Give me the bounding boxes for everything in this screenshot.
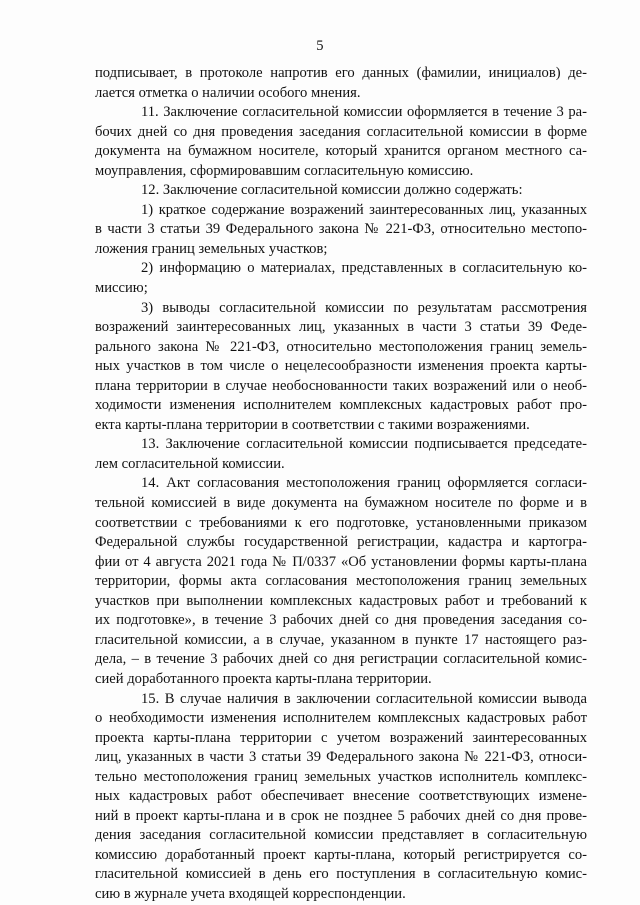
text-line: миссию;	[95, 280, 148, 297]
text-line: моуправления, сформировавшим согласительную комиссию.	[95, 162, 474, 179]
text-line: сию в журнале учета входящей корреспонденции.	[95, 885, 406, 902]
text-line: Федеральной службы государственной регистрации, кадастра и картогра-	[95, 534, 587, 551]
text-line: 2) информацию о материалах, представленных в согласительную ко-	[141, 260, 587, 277]
text-line: бочих дней со дня проведения заседания согласительной комиссии в форме	[95, 123, 587, 140]
text-line: ных участков в том числе о нецелесообразности изменения проекта карты-	[95, 358, 587, 375]
text-line: тельной комиссией в виде документа на бумажном носителе по форме и в	[95, 495, 587, 512]
text-line: фии от 4 августа 2021 года № П/0337 «Об установлении формы карты-плана	[95, 553, 587, 570]
text-line: в части 3 статьи 39 Федерального закона № 221-ФЗ, относительно местопо-	[95, 221, 587, 238]
text-line: ний в проект карты-плана и в срок не позднее 5 рабочих дней со дня прове-	[95, 807, 587, 824]
text-line: комиссию доработанный проект карты-плана, который регистрируется со-	[95, 846, 587, 863]
text-line: территории, формы акта согласования местоположения границ земельных	[95, 573, 587, 590]
page-number: 5	[316, 38, 324, 54]
document-body	[95, 64, 587, 905]
text-line: соответствии с требованиями к его подготовке, установленными приказом	[95, 514, 587, 531]
text-line: сией доработанного проекта карты-плана территории.	[95, 670, 432, 687]
text-line: о необходимости изменения исполнителем комплексных кадастровых работ	[95, 710, 587, 727]
text-line: гласительной комиссии, а в случае, указанном в пункте 17 настоящего раз-	[95, 631, 587, 648]
text-line: 12. Заключение согласительной комиссии должно содержать:	[141, 182, 523, 199]
text-line: ложения границ земельных участков;	[95, 240, 328, 257]
text-line: проекта карты-плана территории с учетом возражений заинтересованных	[95, 729, 587, 746]
text-line: возражений заинтересованных лиц, указанных в части 3 статьи 39 Феде-	[95, 319, 587, 336]
text-line: 3) выводы согласительной комиссии по результатам рассмотрения	[141, 299, 587, 316]
text-line: 14. Акт согласования местоположения границ оформляется согласи-	[141, 475, 587, 492]
text-line: 13. Заключение согласительной комиссии подписывается председате-	[141, 436, 587, 453]
text-line: лается отметка о наличии особого мнения.	[95, 84, 361, 101]
text-line: ходимости изменения исполнителем комплексных кадастровых работ про-	[95, 397, 587, 414]
text-line: рального закона № 221-ФЗ, относительно местоположения границ земель-	[95, 338, 587, 355]
text-line: екта карты-плана территории в соответствии с такими возражениями.	[95, 416, 530, 433]
text-line: их подготовке», в течение 3 рабочих дней со дня проведения заседания со-	[95, 612, 587, 629]
text-line: лем согласительной комиссии.	[95, 455, 285, 472]
text-line: гласительной комиссией в день его поступления в согласительную комис-	[95, 866, 587, 883]
text-line: ных кадастровых работ обеспечивает внесение соответствующих измене-	[95, 788, 587, 805]
text-line: дения заседания согласительной комиссии представляет в согласительную	[95, 827, 587, 844]
text-line: 11. Заключение согласительной комиссии оформляется в течение 3 ра-	[141, 104, 587, 121]
text-line: дела, – в течение 3 рабочих дней со дня регистрации согласительной комис-	[95, 651, 587, 668]
text-line: документа на бумажном носителе, который хранится органом местного са-	[95, 143, 587, 160]
text-line: лиц, указанных в части 3 статьи 39 Федерального закона № 221-ФЗ, относи-	[95, 749, 587, 766]
text-line: подписывает, в протоколе напротив его данных (фамилии, инициалов) де-	[95, 65, 587, 81]
text-line: тельно местоположения границ земельных участков исполнитель комплекс-	[95, 768, 587, 785]
text-line: 15. В случае наличия в заключении согласительной комиссии вывода	[141, 690, 587, 707]
text-line: 1) краткое содержание возражений заинтересованных лиц, указанных	[141, 201, 587, 218]
text-line: плана территории в случае необоснованности таких возражений или о необ-	[95, 377, 587, 394]
text-line: участков при выполнении комплексных кадастровых работ и требований к	[95, 592, 587, 609]
